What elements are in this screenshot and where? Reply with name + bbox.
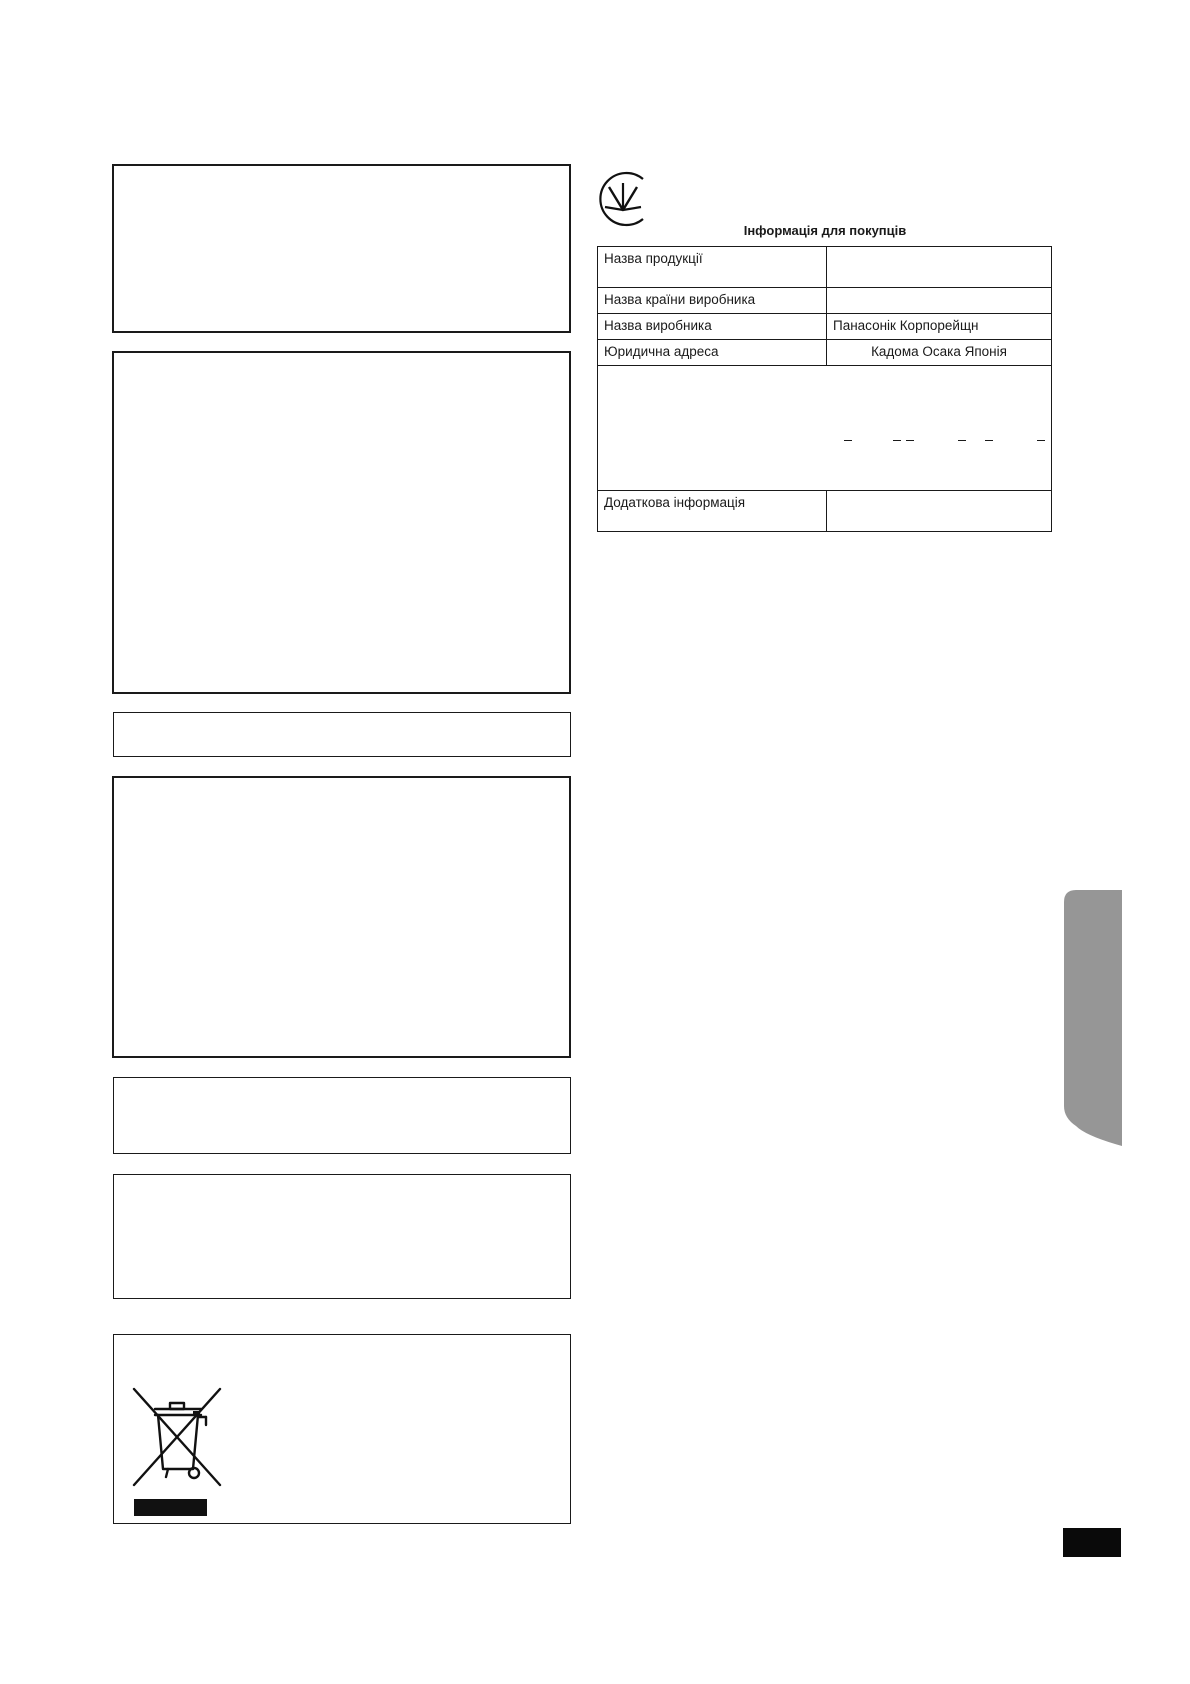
buyer-info-heading: Інформація для покупців bbox=[743, 223, 907, 238]
weee-underline-bar bbox=[134, 1499, 207, 1516]
product-name-label: Назва продукції bbox=[598, 247, 827, 288]
dash-mark bbox=[906, 440, 914, 441]
notice-box-5 bbox=[113, 1077, 571, 1154]
table-row bbox=[598, 366, 1052, 491]
notice-box-1 bbox=[112, 164, 571, 333]
notice-box-2 bbox=[112, 351, 571, 694]
dash-mark bbox=[1037, 440, 1045, 441]
product-name-value bbox=[827, 247, 1052, 288]
dash-mark bbox=[958, 440, 966, 441]
table-row bbox=[598, 340, 1052, 366]
buyer-info-table bbox=[597, 246, 1052, 532]
notice-box-6 bbox=[113, 1174, 571, 1299]
dash-mark bbox=[844, 440, 852, 441]
table-row bbox=[598, 314, 1052, 340]
notice-box-3 bbox=[113, 712, 571, 757]
legal-address-value: Кадома Осака Японія bbox=[827, 340, 1052, 366]
country-value bbox=[827, 288, 1052, 314]
table-row bbox=[598, 288, 1052, 314]
dash-mark bbox=[985, 440, 993, 441]
manufacturer-label: Назва виробника bbox=[598, 314, 827, 340]
additional-info-label: Додаткова інформація bbox=[598, 491, 827, 532]
disposal-info-box bbox=[113, 1334, 571, 1524]
country-label: Назва країни виробника bbox=[598, 288, 827, 314]
ukrsepro-mark-icon bbox=[594, 170, 652, 228]
merged-info-cell bbox=[598, 366, 1052, 491]
table-row bbox=[598, 247, 1052, 288]
notice-box-4 bbox=[112, 776, 571, 1058]
crossed-out-wheelie-bin-icon bbox=[130, 1387, 224, 1491]
table-row bbox=[598, 491, 1052, 532]
side-tab bbox=[1064, 890, 1122, 1146]
page-number-box bbox=[1063, 1528, 1121, 1557]
dash-marks bbox=[598, 440, 1051, 454]
dash-mark bbox=[893, 440, 901, 441]
manufacturer-value: Панасонік Корпорейщн bbox=[827, 314, 1052, 340]
legal-address-label: Юридична адреса bbox=[598, 340, 827, 366]
additional-info-value bbox=[827, 491, 1052, 532]
